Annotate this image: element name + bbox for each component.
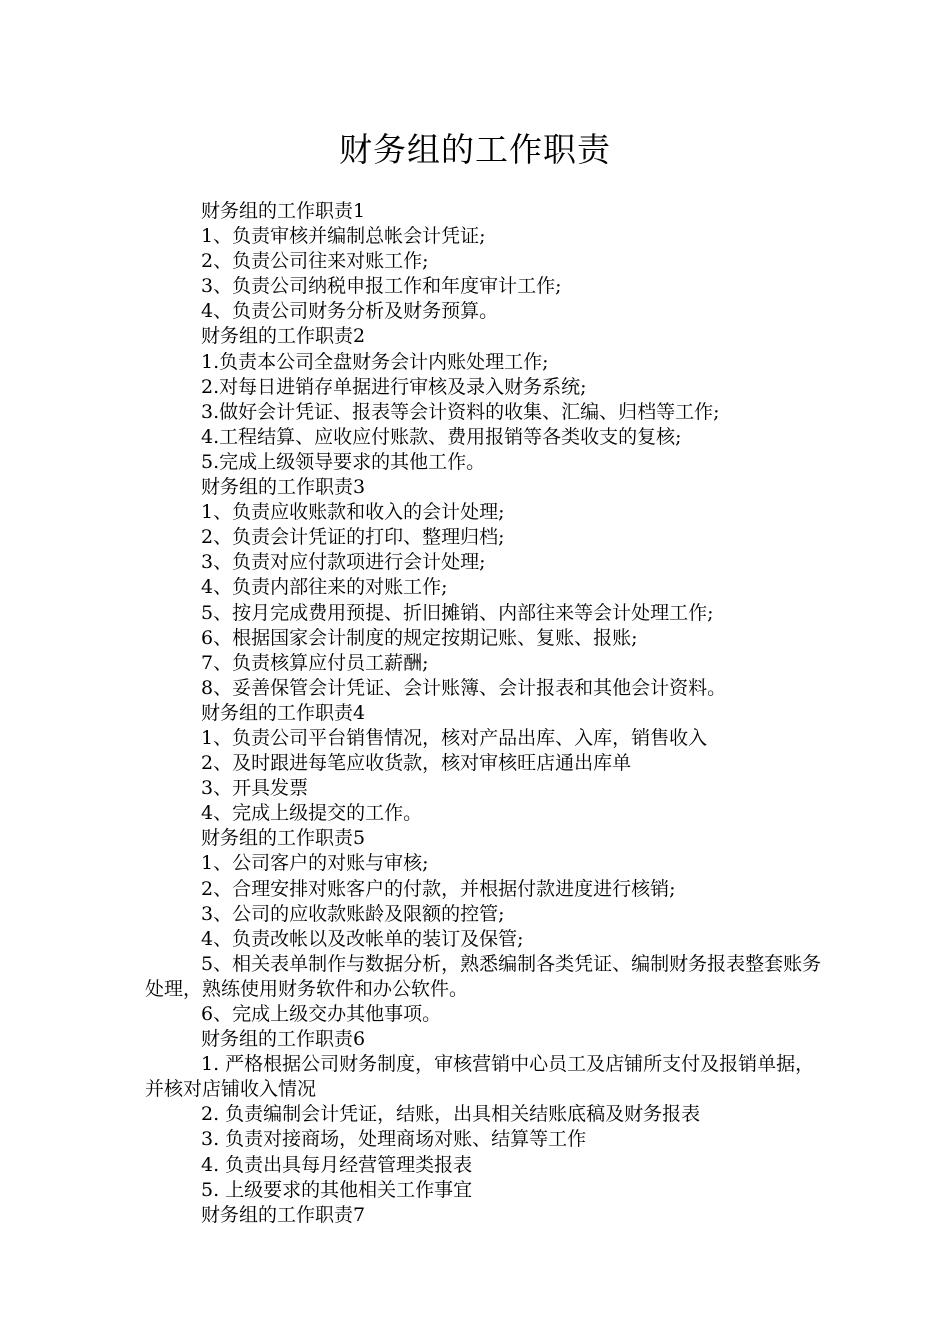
duty-item: 2、负责公司往来对账工作; (201, 250, 429, 273)
duty-item: 3. 负责对接商场，处理商场对账、结算等工作 (201, 1128, 587, 1151)
duty-item: 4、负责改帐以及改帐单的装订及保管; (201, 927, 524, 950)
duty-item: 3、负责对应付款项进行会计处理; (201, 551, 486, 574)
duty-item: 3、开具发票 (201, 777, 309, 800)
duty-item: 3、公司的应收款账龄及限额的控管; (201, 902, 505, 925)
duty-item: 4. 负责出具每月经营管理类报表 (201, 1153, 473, 1176)
section-heading-1: 财务组的工作职责1 (201, 200, 366, 222)
duty-item: 3.做好会计凭证、报表等会计资料的收集、汇编、归档等工作; (201, 400, 720, 423)
document-body (145, 199, 825, 1228)
section-heading-6: 财务组的工作职责6 (201, 1028, 366, 1051)
duty-item: 4.工程结算、应收应付账款、费用报销等各类收支的复核; (201, 425, 682, 448)
duty-item: 2. 负责编制会计凭证，结账，出具相关结账底稿及财务报表 (201, 1103, 701, 1126)
document-title: 财务组的工作职责 (339, 130, 611, 169)
duty-item: 3、负责公司纳税申报工作和年度审计工作; (201, 275, 562, 298)
duty-item: 1、负责公司平台销售情况，核对产品出库、入库，销售收入 (201, 726, 708, 749)
duty-item-wrapped: 1. 严格根据公司财务制度，审核营销中心员工及店铺所支付及报销单据，并核对店铺收入情况 (145, 1053, 815, 1101)
duty-item: 5.完成上级领导要求的其他工作。 (201, 450, 486, 473)
section-heading-7: 财务组的工作职责7 (201, 1203, 366, 1226)
duty-item: 4、负责内部往来的对账工作; (201, 576, 448, 599)
duty-item-wrapped: 5、相关表单制作与数据分析，熟悉编制各类凭证、编制财务报表整套账务处理，熟练使用财务软件和办公软件。 (145, 952, 822, 1000)
duty-item: 6、根据国家会计制度的规定按期记账、复账、报账; (201, 626, 638, 649)
duty-item: 1、公司客户的对账与审核; (201, 852, 429, 875)
duty-item: 2、合理安排对账客户的付款，并根据付款进度进行核销; (201, 877, 676, 900)
duty-item: 5、按月完成费用预提、折旧摊销、内部往来等会计处理工作; (201, 601, 714, 624)
section-heading-2: 财务组的工作职责2 (201, 325, 366, 348)
duty-item: 1、负责应收账款和收入的会计处理; (201, 501, 505, 524)
duty-item: 2、及时跟进每笔应收货款，核对审核旺店通出库单 (201, 752, 632, 775)
duty-item: 6、完成上级交办其他事项。 (201, 1003, 442, 1025)
duty-item: 4、负责公司财务分析及财务预算。 (201, 300, 499, 323)
duty-item: 1.负责本公司全盘财务会计内账处理工作; (201, 350, 549, 373)
duty-item: 4、完成上级提交的工作。 (201, 802, 423, 825)
section-heading-4: 财务组的工作职责4 (201, 701, 366, 724)
section-heading-3: 财务组的工作职责3 (201, 476, 366, 499)
section-heading-5: 财务组的工作职责5 (201, 827, 366, 850)
duty-item: 2.对每日进销存单据进行审核及录入财务系统; (201, 375, 587, 398)
duty-item: 2、负责会计凭证的打印、整理归档; (201, 526, 505, 549)
duty-item: 8、妥善保管会计凭证、会计账簿、会计报表和其他会计资料。 (201, 676, 727, 699)
duty-item: 1、负责审核并编制总帐会计凭证; (201, 225, 486, 248)
duty-item: 5. 上级要求的其他相关工作事宜 (201, 1178, 473, 1201)
duty-item: 7、负责核算应付员工薪酬; (201, 651, 429, 674)
